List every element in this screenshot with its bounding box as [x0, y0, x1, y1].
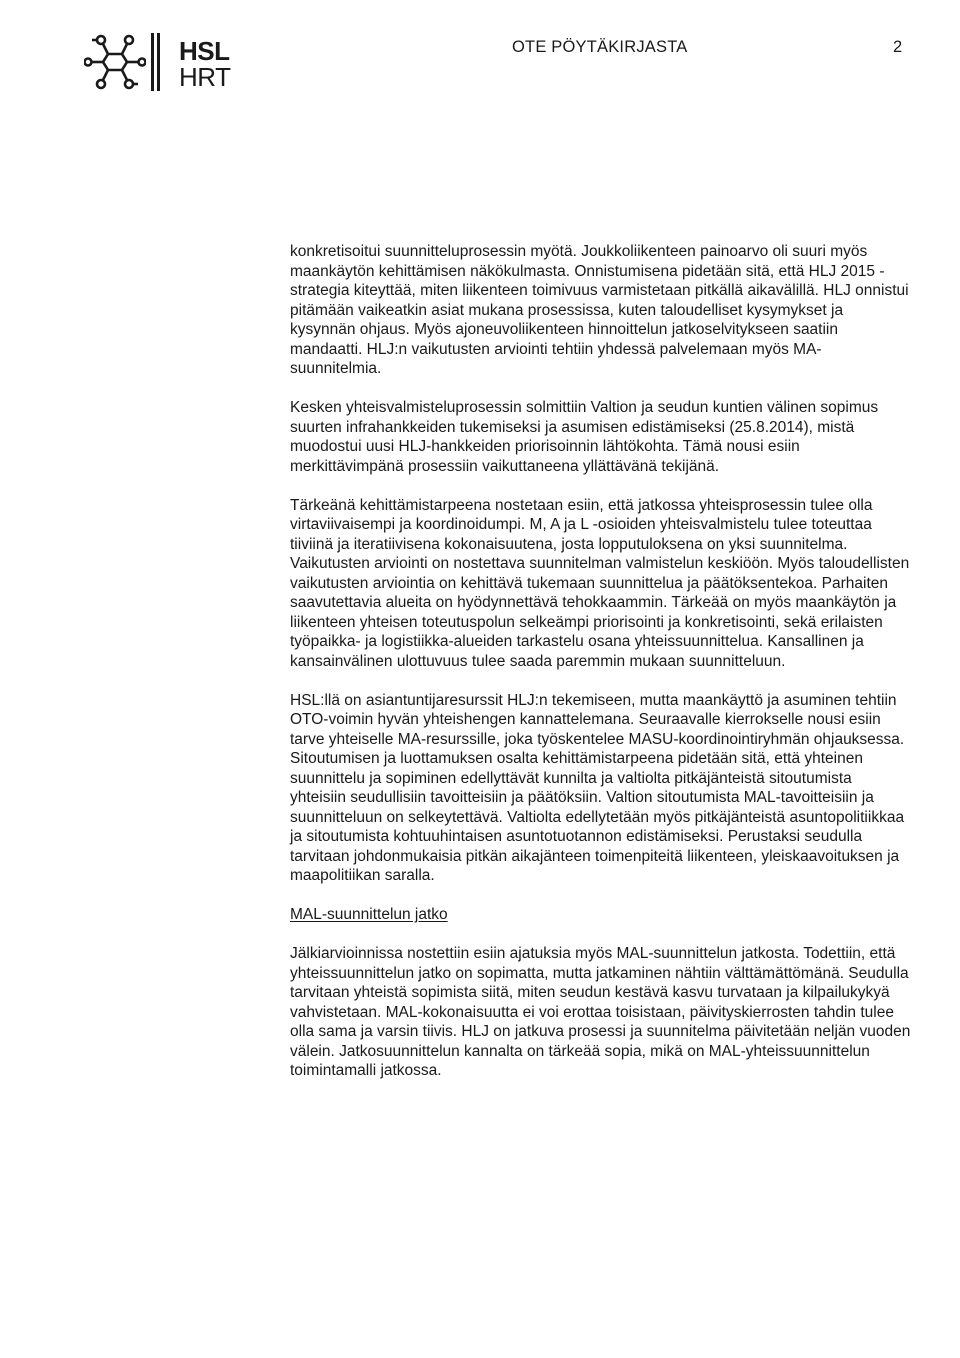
brand-hsl: HSL — [179, 36, 230, 66]
brand-hrt: HRT — [179, 62, 231, 92]
brand-wordmark — [179, 38, 230, 90]
hsl-network-icon — [84, 32, 146, 90]
paragraph: HSL:llä on asiantuntijaresurssit HLJ:n tekemiseen, mutta maankäyttö ja asuminen tehtiin OTO-voimin hyvän yhteishengen kannattelemana. Seuraavalle kierrokselle nousi esiin tarve yhteiselle MA-resurssille, joka työskentelee MASU-koordinointiryhmän ohjauksessa. Sitoutumisen ja luottamuksen osalta kehittämistarpeena pidetään sitä, että yhteinen suunnittelu ja sopiminen edellyttävät kunnilta ja valtiolta pitkäjänteistä sitoutumista yhteisiin seudullisiin tavoitteisiin ja päätöksiin. Valtion sitoutumista MAL-tavoitteisiin ja suunnitteluun on selkeytettävä. Valtiolta edellytetään myös pitkäjänteistä asuntopolitiikkaa ja sitoutumista kohtuuhintaisen asuntotuotannon edistämiseksi. Perustaksi seudulla tarvitaan johdonmukaisia pitkän aikajänteen toimenpiteitä liikenteen, yleiskaavoituksen ja maapolitiikan saralla. — [290, 691, 905, 884]
paragraph: Jälkiarvioinnissa nostettiin esiin ajatuksia myös MAL-suunnittelun jatkosta. Todettiin, että yhteissuunnittelun jatko on sopimatta, mutta jatkaminen nähtiin välttämättömänä. Seudulla tarvitaan yhteistä sopimista siitä, miten seudun kestävä kasvu turvataan ja kilpailukykyä vahvistetaan. MAL-kokonaisuutta ei voi erottaa toisistaan, päivityskierrosten tahdin tulee olla sama ja varsin tiivis. HLJ on jatkuva prosessi ja suunnitelma päivitetään neljän vuoden välein. Jatkosuunnittelun kannalta on tärkeää sopia, mikä on MAL-yhteissuunnittelun toimintamalli jatkossa. — [290, 945, 911, 1079]
paragraph: Kesken yhteisvalmisteluprosessin solmittiin Valtion ja seudun kuntien välinen sopimus suurten infrahankkeiden tukemiseksi ja asumisen edistämiseksi (25.8.2014), mistä muodostui uusi HLJ-hankkeiden priorisoinnin lähtökohta. Tämä nousi esiin merkittävimpänä prosessiin vaikuttaneena yllättävänä tekijänä. — [290, 399, 879, 475]
section-heading: MAL-suunnittelun jatko — [290, 906, 448, 923]
logo-divider — [151, 33, 160, 91]
paragraph: Tärkeänä kehittämistarpeena nostetaan esiin, että jatkossa yhteisprosessin tulee olla virtaviivaisempi ja koordinoidumpi. M, A ja L -osioiden yhteisvalmistelu tulee toteuttaa tiiviinä ja iteratiivisena kokonaisuutena, josta lopputuloksena on yksi suunnitelma. Vaikutusten arviointi on nostettava suunnitelman valmistelun keskiöön. Myös taloudellisten vaikutusten arviointia on kehittävä tukemaan suunnittelua ja päätöksentekoa. Parhaiten saavutettavia alueita on hyödynnettävä tehokkaammin. Tärkeää on myös maankäytön ja liikenteen yhteisen toteutuspolun selkeämpi priorisointi ja konkretisointi, sekä erilaisten työpaikka- ja logistiikka-alueiden tarkastelu osana yhteissuunnittelua. Kansallinen ja kansainvälinen ulottuvuus tulee saada paremmin mukaan suunnitteluun. — [290, 496, 910, 670]
page-number: 2 — [893, 38, 903, 56]
hsl-logo — [84, 30, 234, 100]
paragraph: konkretisoitui suunnitteluprosessin myötä. Joukkoliikenteen painoarvo oli suuri myös maankäytön kehittämisen näkökulmasta. Onnistumisena pidetään sitä, että HLJ 2015 -strategia kiteyttää, miten liikenteen toimivuus varmistetaan pitkällä aikavälillä. HLJ onnistui pitämään vaikeatkin asiat mukana prosessissa, kuten taloudelliset kysymykset ja kysynnän ohjaus. Myös ajoneuvoliikenteen hinnoittelun jatkoselvitykseen saatiin mandaatti. HLJ:n vaikutusten arviointi tehtiin yhdessä palvelemaan myös MA-suunnitelmia. — [290, 243, 909, 377]
document-body — [290, 242, 912, 1100]
document-title: OTE PÖYTÄKIRJASTA — [512, 38, 688, 56]
